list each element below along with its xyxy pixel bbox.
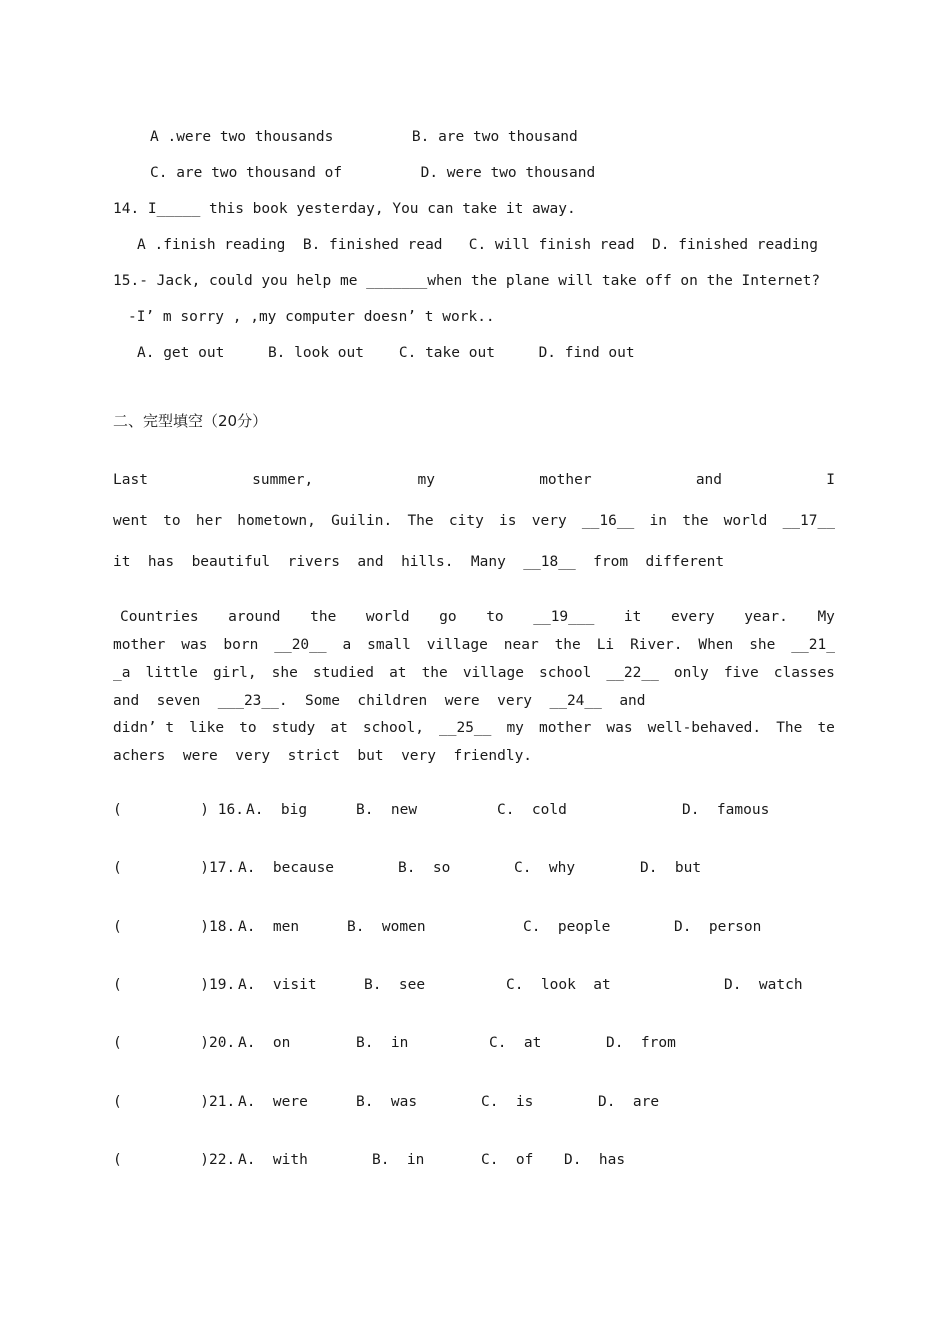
word: school,: [362, 720, 424, 736]
cloze-number: ( ) 16.: [113, 802, 244, 818]
cloze-option-d: D. famous: [682, 802, 770, 818]
cloze-option-d: D. but: [640, 860, 702, 876]
word: Countries: [120, 609, 199, 625]
section-title: 二、完型填空（20分）: [113, 412, 268, 430]
word: very: [531, 513, 567, 529]
blank-25: __25__: [439, 720, 492, 736]
word: village: [462, 665, 524, 681]
cloze-option-d: D. has: [564, 1152, 626, 1168]
word: go: [439, 609, 457, 625]
cloze-option-b: B. see: [364, 977, 426, 993]
cloze-option-b: B. in: [372, 1152, 425, 1168]
cloze-option-c: C. why: [514, 860, 576, 876]
cloze-number: ( )19.: [113, 977, 236, 993]
word: every: [670, 609, 715, 625]
word: and: [695, 472, 723, 488]
word: I: [826, 472, 835, 488]
cloze-option-b: B. so: [398, 860, 451, 876]
word: River.: [630, 637, 683, 653]
word: mother: [539, 472, 592, 488]
word: like: [189, 720, 225, 736]
word: the: [682, 513, 709, 529]
passage-line-4: [120, 608, 835, 626]
word: well-behaved.: [647, 720, 762, 736]
word: village: [426, 637, 488, 653]
word: only: [673, 665, 709, 681]
word: to: [486, 609, 504, 625]
word: When: [698, 637, 734, 653]
word: te: [817, 720, 835, 736]
word: year.: [744, 609, 788, 625]
cloze-number: ( )22.: [113, 1152, 236, 1168]
cloze-number: ( )17.: [113, 860, 236, 876]
q14-stem: 14. I_____ this book yesterday, You can take it away.: [113, 201, 576, 217]
cloze-number: ( )21.: [113, 1094, 236, 1110]
q15-options: A. get out B. look out C. take out D. find out: [137, 345, 635, 361]
passage-line-3: it has beautiful rivers and hills. Many __18__ from different: [113, 554, 725, 570]
cloze-option-b: B. was: [356, 1094, 418, 1110]
word: in: [649, 513, 667, 529]
word: was: [181, 637, 208, 653]
q13-options-row1: A .were two thousands B. are two thousand: [150, 129, 578, 145]
cloze-option-c: C. cold: [497, 802, 567, 818]
word: is: [499, 513, 517, 529]
blank-20: __20__: [274, 637, 327, 653]
cloze-option-d: D. are: [598, 1094, 660, 1110]
passage-line-1: [113, 471, 835, 489]
word: my: [417, 472, 435, 488]
cloze-option-a: A. on: [238, 1035, 291, 1051]
word: five: [723, 665, 759, 681]
word: her: [195, 513, 223, 529]
cloze-option-b: B. new: [356, 802, 418, 818]
cloze-option-a: A. because: [238, 860, 335, 876]
word: classes: [773, 665, 835, 681]
cloze-number: ( )20.: [113, 1035, 236, 1051]
q13-options-row2: C. are two thousand of D. were two thousand: [150, 165, 596, 181]
word: mother: [113, 637, 166, 653]
word: school: [538, 665, 592, 681]
word: hometown,: [237, 513, 316, 529]
word: My: [817, 609, 835, 625]
word: small: [367, 637, 411, 653]
blank-22: __22__: [606, 665, 659, 681]
word: summer,: [252, 472, 314, 488]
word: world: [365, 609, 410, 625]
cloze-option-c: C. look at: [506, 977, 611, 993]
cloze-option-a: A. big: [246, 802, 308, 818]
word: a: [342, 637, 352, 653]
passage-line-6: [113, 664, 835, 682]
q14-options: A .finish reading B. finished read C. will finish read D. finished reading: [137, 237, 818, 253]
q15-reply: -I’ m sorry , ,my computer doesn’ t work..: [128, 309, 495, 325]
cloze-option-d: D. person: [674, 919, 762, 935]
word: The: [407, 513, 434, 529]
word: it: [623, 609, 642, 625]
cloze-option-a: A. were: [238, 1094, 308, 1110]
word: to: [239, 720, 257, 736]
word: Li: [596, 637, 615, 653]
cloze-option-b: B. women: [347, 919, 426, 935]
word: at: [389, 665, 407, 681]
word: she: [749, 637, 776, 653]
word: to: [163, 513, 181, 529]
blank-17: __17__: [782, 513, 835, 529]
cloze-option-a: A. with: [238, 1152, 308, 1168]
word: mother: [538, 720, 592, 736]
blank-21: __21_: [791, 637, 835, 653]
word: city: [448, 513, 484, 529]
cloze-number: ( )18.: [113, 919, 236, 935]
word: went: [113, 513, 148, 529]
passage-line-8: [113, 719, 835, 737]
passage-line-9: achers were very strict but very friendly.: [113, 748, 533, 764]
cloze-option-c: C. at: [489, 1035, 542, 1051]
cloze-option-c: C. is: [481, 1094, 534, 1110]
word: study: [271, 720, 316, 736]
passage-line-2: [113, 512, 835, 530]
word: Last: [113, 472, 148, 488]
cloze-option-d: D. from: [606, 1035, 676, 1051]
word: my: [506, 720, 524, 736]
q15-stem: 15.- Jack, could you help me _______when the plane will take off on the Internet?: [113, 273, 821, 289]
blank-16: __16__: [581, 513, 635, 529]
word: world: [723, 513, 768, 529]
word: studied: [312, 665, 375, 681]
word: the: [310, 609, 337, 625]
passage-line-7: and seven ___23__. Some children were very __24__ and: [113, 693, 646, 709]
cloze-option-b: B. in: [356, 1035, 409, 1051]
word: didn’ t: [113, 720, 175, 736]
word: around: [228, 609, 281, 625]
cloze-option-c: C. people: [523, 919, 611, 935]
word: was: [606, 720, 633, 736]
word: near: [503, 637, 539, 653]
word: she: [271, 665, 298, 681]
word: born: [223, 637, 259, 653]
passage-line-5: [113, 636, 835, 654]
cloze-option-a: A. men: [238, 919, 300, 935]
word: the: [421, 665, 448, 681]
cloze-option-c: C. of: [481, 1152, 534, 1168]
word: girl,: [212, 665, 257, 681]
cloze-option-d: D. watch: [724, 977, 803, 993]
word: at: [330, 720, 348, 736]
word: little: [145, 665, 198, 681]
blank-19: __19___: [533, 609, 595, 625]
word: The: [776, 720, 803, 736]
word: Guilin.: [331, 513, 393, 529]
word: _a: [113, 665, 131, 681]
word: the: [554, 637, 581, 653]
cloze-option-a: A. visit: [238, 977, 317, 993]
